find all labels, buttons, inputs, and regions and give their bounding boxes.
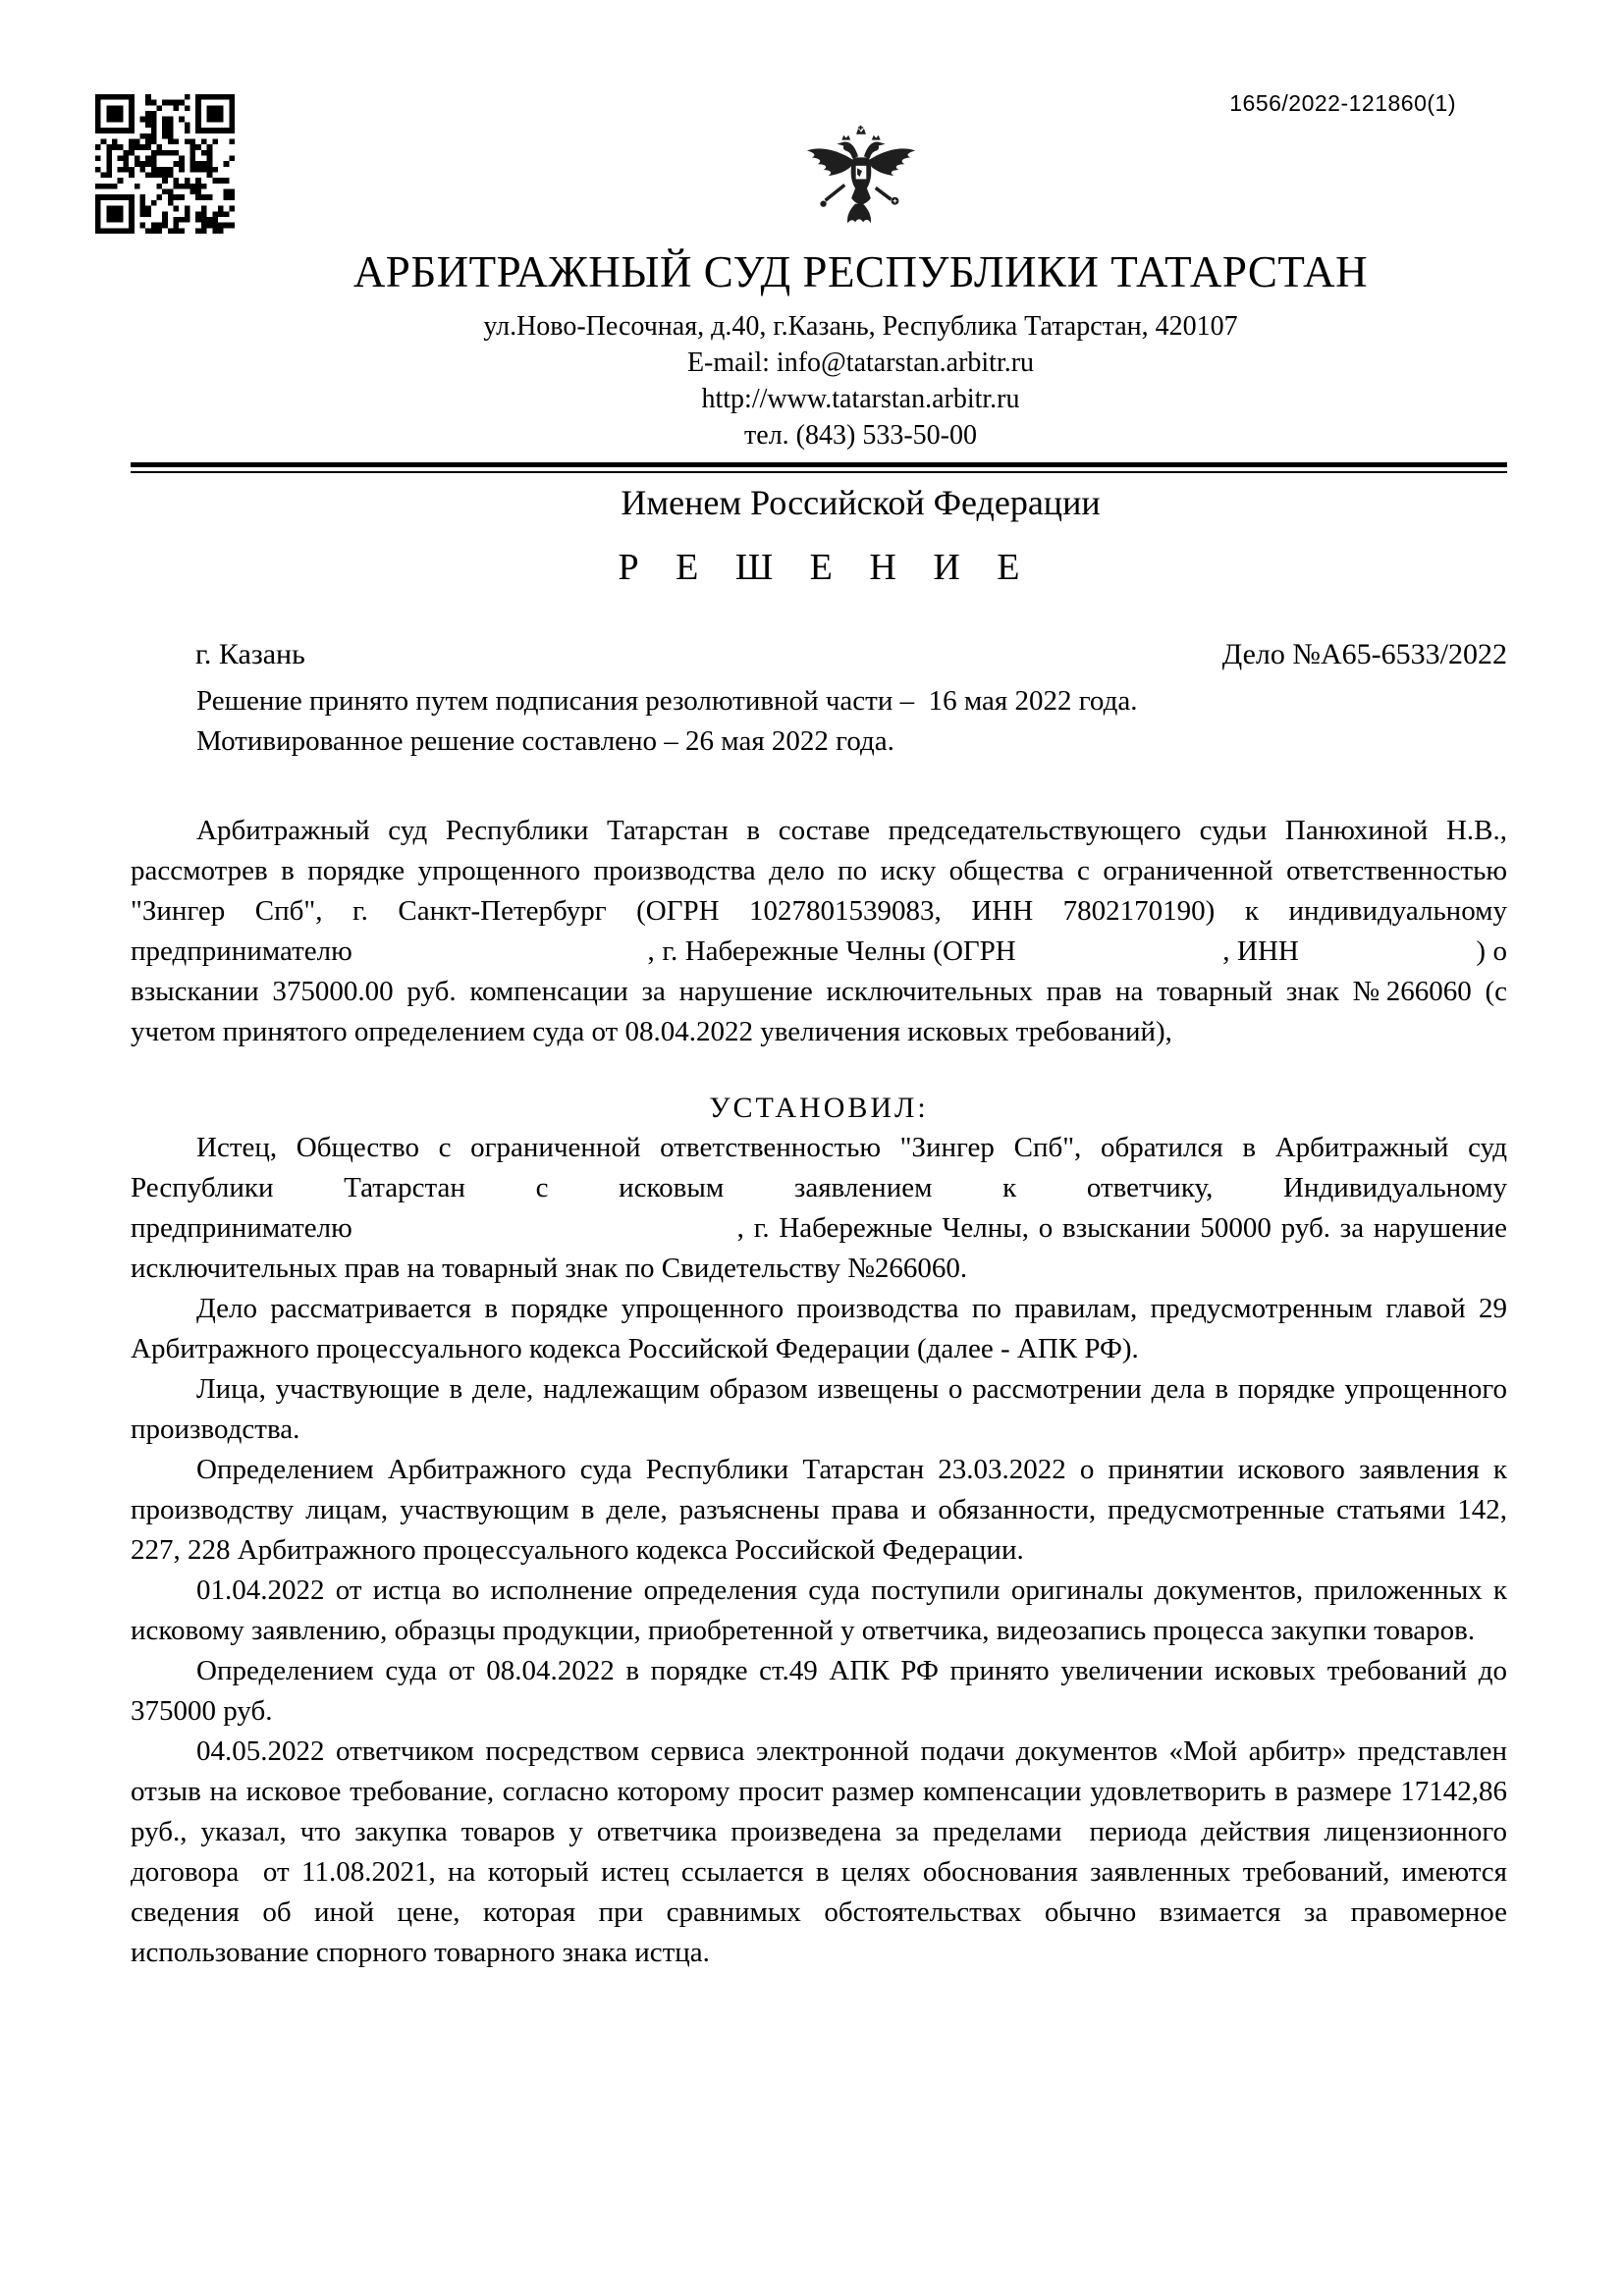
document-code: 1656/2022-121860(1) (1229, 90, 1456, 116)
court-email-line: E-mail: info@tatarstan.arbitr.ru (686, 347, 1035, 378)
body-paragraph: Мотивированное решение составлено – 26 мая 2022 года. (196, 725, 894, 757)
body-paragraph: 04.05.2022 ответчиком посредством сервиса электронной подачи документов «Мой арбитр» представлен отзыв на исковое требование, согласно которому просит размер компенсации удовлетворить в размере 17142,86 руб., указал, что закупка товаров у ответчика произведена за пределами периода действия лицензионного договора от 11.08.2021, на который истец ссылается в целях обоснования заявленных требований, имеются сведения об иной цене, которая при сравнимых обстоятельствах обычно взимается за правомерное использование спорного товарного знака истца. (131, 1735, 1507, 1968)
court-name: АРБИТРАЖНЫЙ СУД РЕСПУБЛИКИ ТАТАРСТАН (352, 247, 1369, 296)
case-city: г. Казань (195, 638, 305, 670)
body-paragraph: Истец, Общество с ограниченной ответственностью "Зингер Спб", обратился в Арбитражный суд Республики Татарстан с исковым заявлением к ответчику, Индивидуальному предпринимателю , г. Набережные Челны, о взыскании 50000 руб. за нарушение исключительных прав на товарный знак по Свидетельству №266060. (131, 1132, 1507, 1284)
decision-title: Р Е Ш Е Н И Е (618, 547, 1034, 588)
court-address-block (131, 308, 1507, 454)
coat-of-arms-icon (797, 120, 925, 243)
section-heading: УСТАНОВИЛ: (709, 1092, 929, 1124)
in-the-name-line: Именем Российской Федерации (621, 483, 1101, 522)
court-phone-line: тел. (843) 533-50-00 (744, 420, 977, 451)
body-paragraph: 01.04.2022 от истца во исполнение определения суда поступили оригиналы документов, приложенных к исковому заявлению, образцы продукции, приобретенной у ответчика, видеозапись процесса закупки товаров. (131, 1575, 1507, 1646)
case-number: Дело №А65-6533/2022 (1221, 638, 1507, 670)
court-address-line: ул.Ново-Песочная, д.40, г.Казань, Республика Татарстан, 420107 (483, 311, 1238, 342)
body-paragraphs (131, 681, 1507, 1973)
body-paragraph: Определением суда от 08.04.2022 в порядке ст.49 АПК РФ принято увеличении исковых требований до 375000 руб. (131, 1655, 1507, 1727)
body-paragraph: Решение принято путем подписания резолютивной части – 16 мая 2022 года. (196, 685, 1138, 717)
body-paragraph: Арбитражный суд Республики Татарстан в составе председательствующего судьи Панюхиной Н.В., рассмотрев в порядке упрощенного производства дело по иску общества с ограниченной ответственностью "Зингер Спб", г. Санкт-Петербург (ОГРН 1027801539083, ИНН 7802170190) к индивидуальному предпринимателю , г. Набережные Челны (ОГРН , ИНН ) о взыскании 375000.00 руб. компенсации за нарушение исключительных прав на товарный знак №266060 (с учетом принятого определением суда от 08.04.2022 увеличения исковых требований), (131, 815, 1507, 1047)
body-paragraph: Лица, участвующие в деле, надлежащим образом извещены о рассмотрении дела в порядке упрощенного производства. (131, 1373, 1507, 1445)
qr-code (95, 94, 235, 234)
body-paragraph: Определением Арбитражного суда Республики Татарстан 23.03.2022 о принятии искового заявления к производству лицам, участвующим в деле, разъяснены права и обязанности, предусмотренные статьями 142, 227, 228 Арбитражного процессуального кодекса Российской Федерации. (131, 1454, 1507, 1566)
court-website-line: http://www.tatarstan.arbitr.ru (701, 384, 1020, 414)
header-divider (131, 462, 1507, 473)
body-paragraph: Дело рассматривается в порядке упрощенного производства по правилам, предусмотренным главой 29 Арбитражного процессуального кодекса Российской Федерации (далее - АПК РФ). (131, 1293, 1507, 1364)
case-row (131, 634, 1507, 674)
